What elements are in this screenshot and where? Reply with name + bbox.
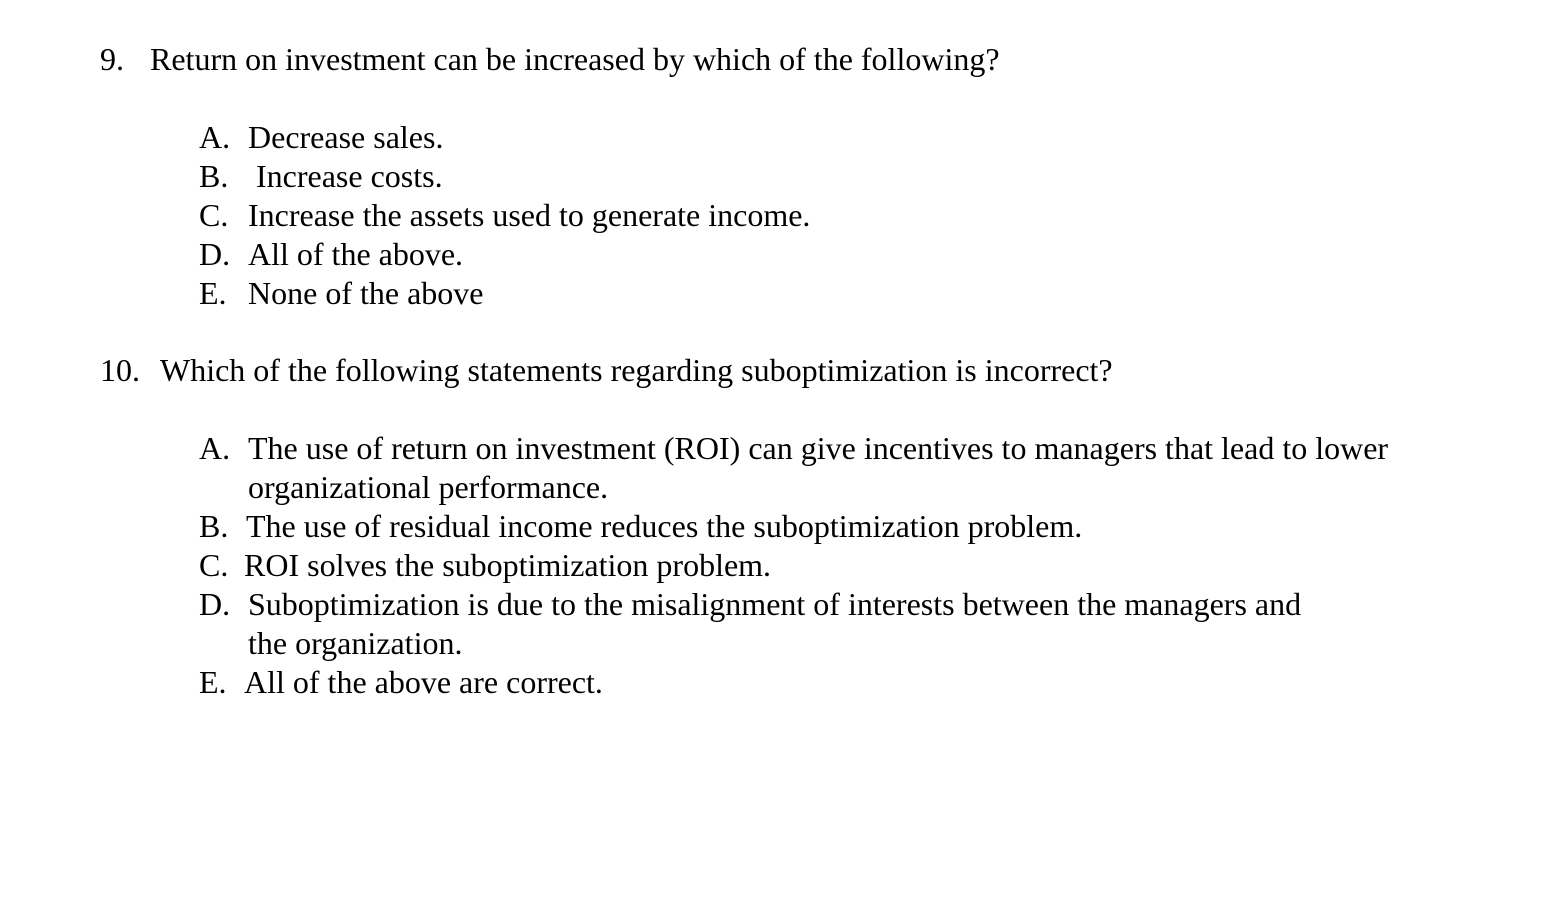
question-text: Return on investment can be increased by which of the following?	[150, 41, 1000, 77]
question-9	[100, 40, 1500, 313]
option-c	[199, 196, 1500, 235]
option-text: All of the above.	[248, 236, 464, 272]
option-letter: A.	[199, 430, 231, 466]
option-e	[199, 274, 1500, 313]
option-text: Decrease sales.	[248, 119, 444, 155]
question-10	[100, 351, 1500, 702]
question-prompt	[100, 40, 1500, 79]
option-b	[199, 157, 1500, 196]
question-text: Which of the following statements regarding suboptimization is incorrect?	[160, 352, 1113, 388]
option-letter: B.	[199, 158, 229, 194]
question-number: 10.	[100, 352, 140, 388]
option-text: ROI solves the suboptimization problem.	[244, 547, 772, 583]
question-number: 9.	[100, 41, 124, 77]
answer-options	[199, 429, 1500, 702]
option-d	[199, 585, 1500, 663]
option-letter: D.	[199, 586, 231, 622]
answer-options	[199, 118, 1500, 313]
option-e	[199, 663, 1500, 702]
option-letter: C.	[199, 547, 229, 583]
option-a	[199, 429, 1500, 507]
option-letter: A.	[199, 119, 231, 155]
option-b	[199, 507, 1500, 546]
option-letter: B.	[199, 508, 229, 544]
option-letter: D.	[199, 236, 231, 272]
option-letter: C.	[199, 197, 229, 233]
question-prompt	[100, 351, 1500, 390]
option-text: The use of residual income reduces the suboptimization problem.	[246, 508, 1083, 544]
option-c	[199, 546, 1500, 585]
option-text: None of the above	[248, 275, 484, 311]
option-text: All of the above are correct.	[244, 664, 603, 700]
option-letter: E.	[199, 664, 227, 700]
option-d	[199, 235, 1500, 274]
option-text: The use of return on investment (ROI) can give incentives to managers that lead to lower organizational performance.	[248, 430, 1389, 505]
option-letter: E.	[199, 275, 227, 311]
option-text: Suboptimization is due to the misalignment of interests between the managers and the organization.	[248, 586, 1302, 661]
option-text: Increase the assets used to generate income.	[248, 197, 811, 233]
option-a	[199, 118, 1500, 157]
option-text: Increase costs.	[256, 158, 443, 194]
